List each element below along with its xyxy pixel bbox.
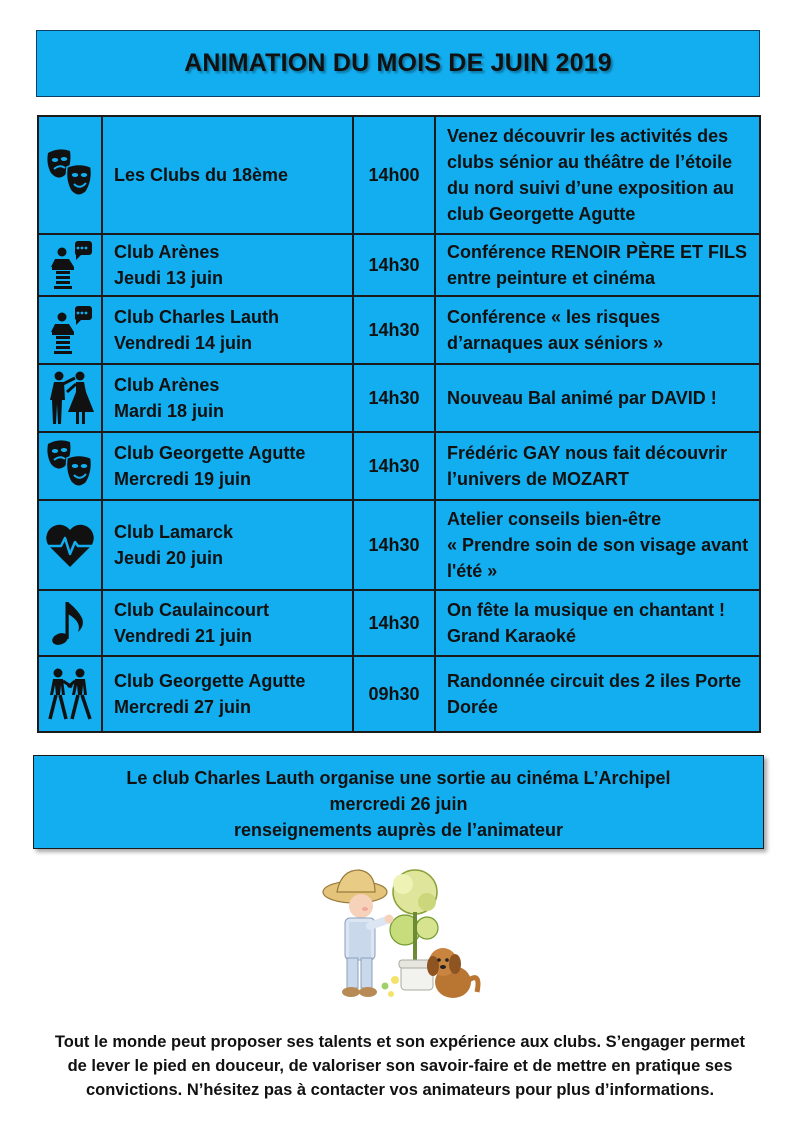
description-cell: [435, 116, 760, 234]
dancing-couple-icon: [45, 370, 95, 426]
club-cell: [102, 432, 353, 500]
description-cell: [435, 432, 760, 500]
table-row: [38, 500, 760, 590]
description-cell: [435, 590, 760, 656]
club-date: Mardi 18 juin: [114, 401, 225, 421]
table-row: [38, 364, 760, 432]
description-cell: [435, 364, 760, 432]
icon-cell: [38, 500, 102, 590]
theater-masks-icon: [45, 147, 95, 203]
icon-cell: [38, 116, 102, 234]
club-cell: [102, 234, 353, 296]
time-cell: 09h30: [353, 656, 435, 732]
description-line: « Prendre soin de son visage avant: [447, 535, 749, 555]
club-date: Vendredi 14 juin: [114, 333, 253, 353]
description-line: Venez découvrir les activités des: [447, 126, 729, 146]
icon-cell: [38, 364, 102, 432]
club-date: Mercredi 19 juin: [114, 469, 252, 489]
club-name: Club Arènes: [114, 375, 220, 395]
description-cell: [435, 296, 760, 364]
club-name: Club Lamarck: [114, 522, 234, 542]
club-name: Club Arènes: [114, 242, 220, 262]
gardener-child-icon: [323, 870, 394, 997]
description-cell: [435, 500, 760, 590]
info-line: Le club Charles Lauth organise une sortie au cinéma L’Archipel: [126, 768, 671, 788]
hikers-icon: [44, 667, 96, 721]
description-line: du nord suivi d’une exposition au: [447, 178, 735, 198]
club-cell: [102, 364, 353, 432]
info-line: mercredi 26 juin: [329, 794, 468, 814]
club-name: Les Clubs du 18ème: [114, 165, 289, 185]
page-title: ANIMATION DU MOIS DE JUIN 2019: [184, 49, 612, 77]
title-banner: [36, 30, 760, 97]
table-row: [38, 116, 760, 234]
icon-cell: [38, 296, 102, 364]
table-row: [38, 656, 760, 732]
club-name: Club Charles Lauth: [114, 307, 280, 327]
speaker-podium-icon: [48, 304, 92, 356]
time-cell: 14h30: [353, 432, 435, 500]
club-date: Jeudi 20 juin: [114, 548, 224, 568]
info-line: renseignements auprès de l’animateur: [233, 820, 564, 840]
description-cell: [435, 656, 760, 732]
time-cell: 14h00: [353, 116, 435, 234]
icon-cell: [38, 656, 102, 732]
icon-cell: [38, 590, 102, 656]
heart-pulse-icon: [44, 521, 96, 569]
flowers-icon: [382, 976, 400, 997]
club-name: Club Georgette Agutte: [114, 443, 306, 463]
description-line: Dorée: [447, 697, 499, 717]
club-cell: [102, 590, 353, 656]
club-name: Club Caulaincourt: [114, 600, 270, 620]
description-line: Conférence « les risques: [447, 307, 661, 327]
description-line: On fête la musique en chantant !: [447, 600, 726, 620]
club-date: Vendredi 21 juin: [114, 626, 253, 646]
gardener-child-dog-illustration: [315, 862, 485, 1022]
table-row: [38, 296, 760, 364]
description-line: Frédéric GAY nous fait découvrir: [447, 443, 728, 463]
club-cell: [102, 656, 353, 732]
schedule-table: [37, 115, 761, 733]
footer-line: de lever le pied en douceur, de valoriser son savoir-faire et de mettre en pratique ses: [67, 1057, 733, 1075]
description-line: clubs sénior au théâtre de l’étoile: [447, 152, 733, 172]
description-line: l’univers de MOZART: [447, 469, 630, 489]
cinema-info-box: [33, 755, 764, 849]
club-cell: [102, 500, 353, 590]
puppy-icon: [427, 948, 478, 998]
club-name: Club Georgette Agutte: [114, 671, 306, 691]
time-cell: 14h30: [353, 500, 435, 590]
theater-masks-icon: [45, 438, 95, 494]
speaker-podium-icon: [48, 239, 92, 291]
time-cell: 14h30: [353, 590, 435, 656]
club-date: Jeudi 13 juin: [114, 268, 224, 288]
icon-cell: [38, 432, 102, 500]
description-line: entre peinture et cinéma: [447, 268, 656, 288]
description-cell: [435, 234, 760, 296]
icon-cell: [38, 234, 102, 296]
table-row: [38, 432, 760, 500]
footer-line: Tout le monde peut proposer ses talents et son expérience aux clubs. S’engager permet: [54, 1033, 746, 1051]
description-line: l'été »: [447, 561, 498, 581]
club-cell: [102, 116, 353, 234]
club-cell: [102, 296, 353, 364]
description-line: Nouveau Bal animé par DAVID !: [447, 388, 717, 408]
time-cell: 14h30: [353, 364, 435, 432]
table-row: [38, 234, 760, 296]
time-cell: 14h30: [353, 234, 435, 296]
club-date: Mercredi 27 juin: [114, 697, 252, 717]
music-note-icon: [48, 598, 92, 648]
time-cell: 14h30: [353, 296, 435, 364]
description-line: Conférence RENOIR PÈRE ET FILS: [447, 242, 748, 262]
footer-text: [40, 1030, 760, 1102]
table-row: [38, 590, 760, 656]
description-line: Grand Karaoké: [447, 626, 577, 646]
description-line: club Georgette Agutte: [447, 204, 636, 224]
description-line: d’arnaques aux séniors »: [447, 333, 664, 353]
description-line: Atelier conseils bien-être: [447, 509, 662, 529]
footer-line: convictions. N’hésitez pas à contacter vos animateurs pour plus d’informations.: [85, 1081, 715, 1099]
description-line: Randonnée circuit des 2 iles Porte: [447, 671, 742, 691]
